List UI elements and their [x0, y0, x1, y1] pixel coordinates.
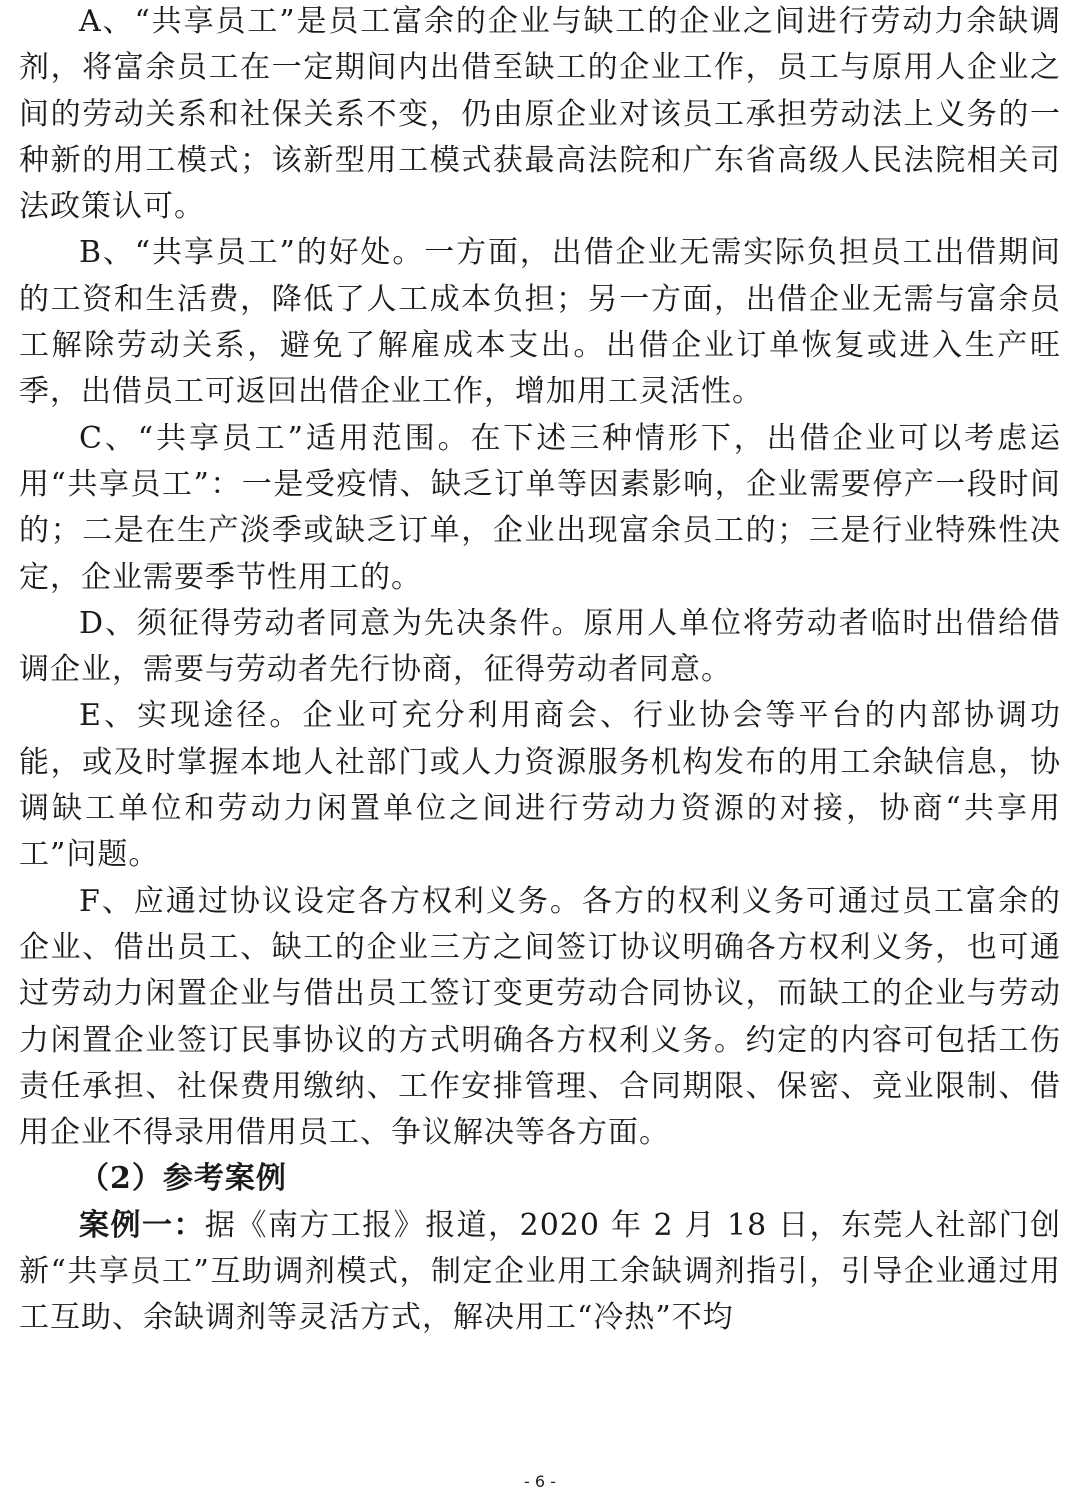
- page-number: - 6 -: [524, 1472, 556, 1491]
- paragraph-a: A、“共享员工”是员工富余的企业与缺工的企业之间进行劳动力余缺调剂，将富余员工在一定期间内出借至缺工的企业工作，员工与原用人企业之间的劳动关系和社保关系不变，仍由原企业对该员工承担劳动法上义务的一种新的用工模式；该新型用工模式获最高法院和广东省高级人民法院相关司法政策认可。: [19, 4, 1061, 225]
- paragraph-f: F、应通过协议设定各方权利义务。各方的权利义务可通过员工富余的企业、借出员工、缺工的企业三方之间签订协议明确各方权利义务，也可通过劳动力闲置企业与借出员工签订变更劳动合同协议，而缺工的企业与劳动力闲置企业签订民事协议的方式明确各方权利义务。约定的内容可包括工伤责任承担、社保费用缴纳、工作安排管理、合同期限、保密、竞业限制、借用企业不得录用借用员工、争议解决等各方面。: [19, 883, 1061, 1151]
- section-heading: （2）参考案例: [79, 1161, 287, 1197]
- paragraph-b: B、“共享员工”的好处。一方面，出借企业无需实际负担员工出借期间的工资和生活费，降低了人工成本负担；另一方面，出借企业无需与富余员工解除劳动关系，避免了解雇成本支出。出借企业订单恢复或进入生产旺季，出借员工可返回出借企业工作，增加用工灵活性。: [19, 235, 1061, 410]
- paragraph-d: D、须征得劳动者同意为先决条件。原用人单位将劳动者临时出借给借调企业，需要与劳动者先行协商，征得劳动者同意。: [19, 605, 1061, 688]
- document-page: [19, 0, 1061, 1342]
- case-lead: 案例一：: [79, 1207, 205, 1243]
- case-text: 据《南方工报》报道，2020 年 2 月 18 日，东莞人社部门创新“共享员工”互助调剂模式，制定企业用工余缺调剂指引，引导企业通过用工互助、余缺调剂等灵活方式，解决用工“冷热”不均: [19, 1207, 1061, 1336]
- paragraph-c: C、“共享员工”适用范围。在下述三种情形下，出借企业可以考虑运用“共享员工”：一是受疫情、缺乏订单等因素影响，企业需要停产一段时间的；二是在生产淡季或缺乏订单，企业出现富余员工的；三是行业特殊性决定，企业需要季节性用工的。: [19, 420, 1061, 595]
- paragraph-e: E、实现途径。企业可充分利用商会、行业协会等平台的内部协调功能，或及时掌握本地人社部门或人力资源服务机构发布的用工余缺信息，协调缺工单位和劳动力闲置单位之间进行劳动力资源的对接，协商“共享用工”问题。: [19, 698, 1061, 873]
- case-paragraph: [19, 1203, 1061, 1342]
